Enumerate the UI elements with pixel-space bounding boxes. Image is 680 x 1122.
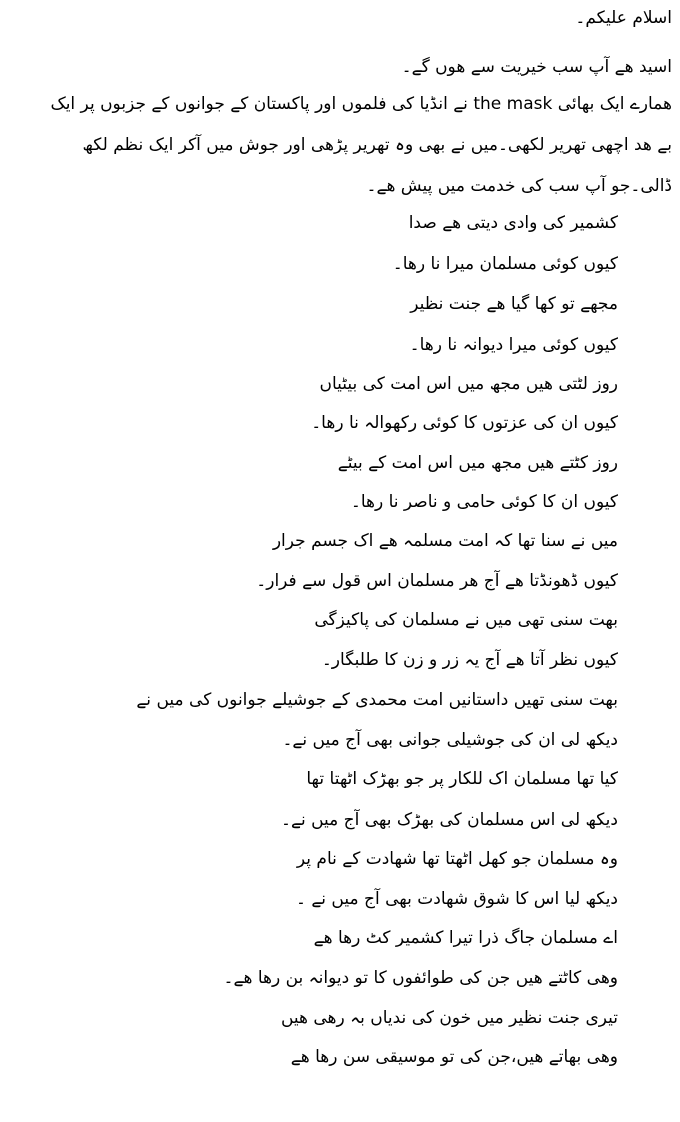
poem-line: مجھے تو کھا گیا ھے جنت نظیر: [410, 294, 618, 314]
poem-line: روز لٹتی ھیں مجھ میں اس امت کی بیٹیاں: [319, 374, 618, 394]
poem-line: میں نے سنا تھا کہ امت مسلمہ ھے اک جسم جرار: [272, 531, 618, 551]
poem-line: دیکھ لی ان کی جوشیلی جوانی بھی آج میں نے۔: [282, 730, 618, 750]
poem-line: کیوں ڈھونڈتا ھے آج ھر مسلمان اس قول سے فرار۔: [256, 571, 618, 591]
poem-line: وھی بھاتے ھیں،جن کی تو موسیقی سن رھا ھے: [290, 1047, 618, 1067]
wish-line: اسید ھے آپ سب خیریت سے ھوں گے۔: [401, 57, 672, 77]
poem-line: بھت سنی تھیں داستانیں امت محمدی کے جوشیلے جوانوں کی میں نے: [136, 690, 618, 710]
poem-line: بھت سنی تھی میں نے مسلمان کی پاکیزگی: [314, 610, 618, 630]
poem-line: دیکھ لی اس مسلمان کی بھڑک بھی آج میں نے۔: [281, 810, 618, 830]
poem-line: اے مسلمان جاگ ذرا تیرا کشمیر کٹ رھا ھے: [313, 928, 618, 948]
poem-line: روز کٹتے ھیں مجھ میں اس امت کے بیٹے: [337, 453, 618, 473]
poem-line: وھی کاٹتے ھیں جن کی طوائفوں کا تو دیوانہ بن رھا ھے۔: [223, 968, 618, 988]
intro-paragraph-line-1: ھمارے ایک بھائی the mask نے انڈیا کی فلموں اور پاکستان کے جوانوں کے جزبوں پر ایک: [50, 94, 672, 114]
poem-line: کیوں نظر آتا ھے آج یہ زر و زن کا طلبگار۔: [321, 650, 618, 670]
poem-line: کیوں ان کا کوئی حامی و ناصر نا رھا۔: [350, 492, 618, 512]
greeting: اسلام علیکم۔: [575, 8, 672, 28]
poem-line: تیری جنت نظیر میں خون کی ندیاں بہ رھی ھیں: [280, 1008, 618, 1028]
intro-paragraph-line-3: ڈالی۔جو آپ سب کی خدمت میں پیش ھے۔: [366, 176, 672, 196]
poem-line: دیکھ لیا اس کا شوق شھادت بھی آج میں نے ۔: [295, 889, 618, 909]
intro-paragraph-line-2: بے ھد اچھی تھریر لکھی۔میں نے بھی وہ تھریر پڑھی اور جوش میں آکر ایک نظم لکھ: [82, 135, 672, 155]
poem-line: کیوں کوئی میرا دیوانہ نا رھا۔: [409, 335, 618, 355]
poem-line: کیوں کوئی مسلمان میرا نا رھا۔: [392, 254, 618, 274]
poem-line: کیا تھا مسلمان اک للکار پر جو بھڑک اٹھتا تھا: [306, 769, 618, 789]
poem-line: کیوں ان کی عزتوں کا کوئی رکھوالہ نا رھا۔: [311, 413, 618, 433]
poem-line: وہ مسلمان جو کھل اٹھتا تھا شھادت کے نام پر: [296, 849, 618, 869]
poem-line: کشمیر کی وادی دیتی ھے صدا: [408, 213, 618, 233]
